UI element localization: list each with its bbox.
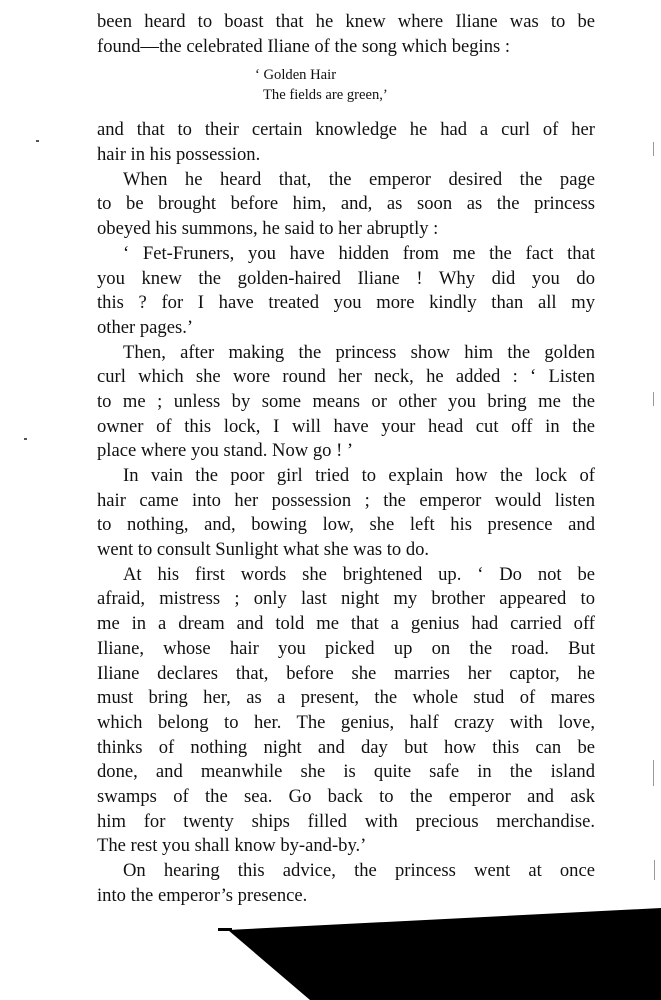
shadow-speck	[218, 928, 232, 931]
text-line: must bring her, as a present, the whole stud of mares	[97, 687, 595, 709]
text-line: On hearing this advice, the princess went at once	[123, 860, 595, 881]
paragraph-continued	[97, 10, 595, 59]
page-bottom-shadow	[228, 908, 661, 1000]
text-line: place where you stand. Now go ! ’	[97, 440, 354, 462]
text-line: this ? for I have treated you more kindly than all my	[97, 292, 595, 314]
text-line: afraid, mistress ; only last night my brother appeared to	[97, 588, 595, 610]
text-line: into the emperor’s presence.	[97, 884, 308, 906]
scan-edge-mark	[653, 392, 654, 406]
text-line: owner of this lock, I will have your head cut off in the	[97, 415, 595, 437]
text-line: me in a dream and told me that a genius had carried off	[97, 613, 595, 635]
text-line: Iliane, whose hair you picked up on the road. But	[97, 637, 595, 659]
book-page-text	[97, 10, 595, 908]
text-line: When he heard that, the emperor desired the page	[123, 168, 595, 190]
song-verse	[97, 65, 595, 105]
text-line: ‘ Fet-Fruners, you have hidden from me the fact that	[123, 242, 595, 264]
text-line: went to consult Sunlight what she was to do.	[97, 539, 430, 561]
text-line: done, and meanwhile she is quite safe in the island	[97, 761, 595, 783]
text-line: which belong to her. The genius, half crazy with love,	[97, 711, 595, 733]
text-line: Then, after making the princess show him the golden	[123, 341, 595, 363]
text-line: him for twenty ships filled with precious merchandise.	[97, 810, 595, 832]
text-line: Iliane declares that, before she marries her captor, he	[97, 662, 595, 684]
text-line: hair came into her possession ; the emperor would listen	[97, 489, 595, 511]
text-line: found—the celebrated Iliane of the song which begins :	[97, 35, 511, 57]
text-line: curl which she wore round her neck, he added : ‘ Listen	[97, 366, 595, 388]
scan-edge-mark	[653, 142, 654, 156]
scan-edge-mark	[653, 760, 654, 786]
scan-speck	[36, 140, 39, 142]
text-line: to me ; unless by some means or other you bring me the	[97, 390, 595, 412]
text-line: thinks of nothing night and day but how this can be	[97, 736, 595, 758]
text-line: The rest you shall know by-and-by.’	[97, 835, 367, 857]
scan-speck	[24, 438, 27, 440]
text-line: other pages.’	[97, 316, 194, 338]
text-line: you knew the golden-haired Iliane ! Why did you do	[97, 267, 595, 289]
body-text	[97, 118, 595, 908]
text-line: been heard to boast that he knew where Iliane was to be	[97, 11, 595, 32]
text-line: swamps of the sea. Go back to the emperor and ask	[97, 785, 595, 807]
text-line: and that to their certain knowledge he had a curl of her	[97, 119, 595, 141]
text-line: to be brought before him, and, as soon as the princess	[97, 193, 595, 215]
text-line: hair in his possession.	[97, 144, 261, 166]
text-line: obeyed his summons, he said to her abruptly :	[97, 218, 439, 240]
text-line: to nothing, and, bowing low, she left his presence and	[97, 514, 595, 536]
scan-edge-mark	[654, 860, 655, 880]
text-line: In vain the poor girl tried to explain how the lock of	[123, 465, 595, 486]
verse-line: ‘ Golden Hair	[255, 67, 337, 84]
text-line: At his first words she brightened up. ‘ Do not be	[123, 563, 595, 585]
verse-line: The fields are green,’	[263, 87, 388, 104]
